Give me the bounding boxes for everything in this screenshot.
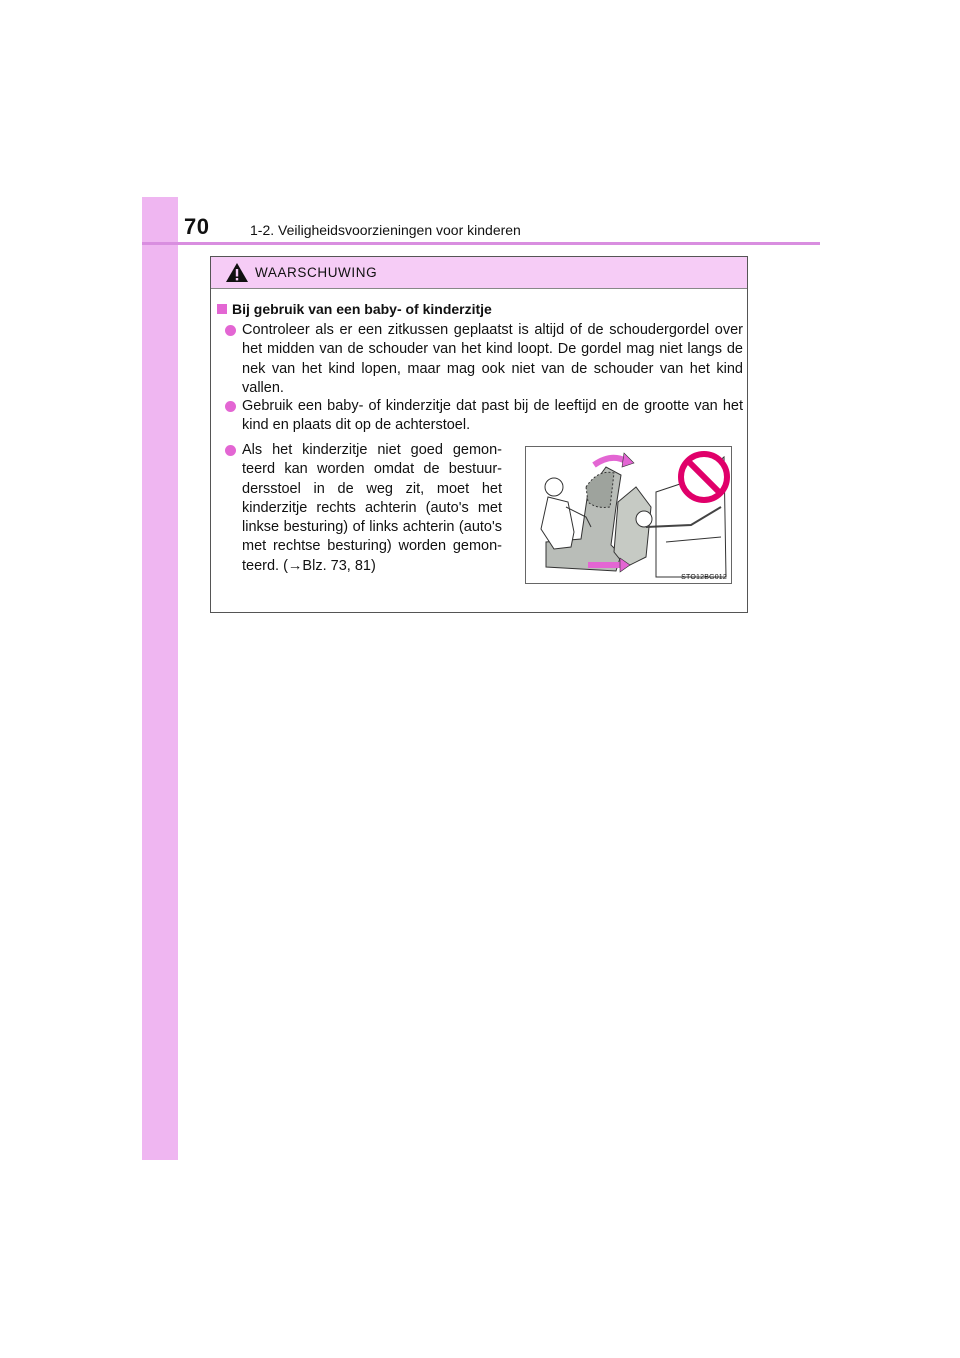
bullet-dot-icon [225, 325, 236, 336]
bullet-text: Controleer als er een zitkussen geplaatst is altijd of de schoudergordel over het midden van de schouder van het kind loopt. De gordel mag niet langs de nek van het kind lopen, maar mag ook niet van de schouder van het kind vallen. [242, 322, 743, 396]
bullet-text: Gebruik een baby- of kinderzitje dat past bij de leeftijd en de grootte van het kind en plaats dit op de achterstoel. [242, 398, 743, 434]
illustration-code: STO12BG012 [681, 574, 727, 581]
child-seat-illustration [525, 446, 732, 584]
warning-triangle-icon [225, 262, 249, 283]
bullet-item [225, 321, 743, 398]
prohibition-icon [681, 454, 727, 500]
side-tab-band [142, 197, 178, 1160]
bullet-text: Als het kinderzitje niet goed gemon-teerd kan worden omdat de bestuur-dersstoel in de weg zit, moet het kinderzitje rechts achterin (auto's met linkse besturing) of links achterin (auto's met rechtse besturing) worden gemon-teerd. (→Blz. 73, 81) [242, 442, 502, 574]
subheading-text: Bij gebruik van een baby- of kinderzitje [232, 301, 492, 317]
warning-title: WAARSCHUWING [255, 265, 378, 280]
bullet-item [225, 441, 502, 576]
warning-header [211, 257, 747, 289]
square-bullet-icon [217, 304, 227, 314]
warning-subheading [217, 301, 492, 317]
header-rule [142, 242, 820, 245]
section-title: 1-2. Veiligheidsvoorzieningen voor kinderen [250, 222, 521, 238]
page-number: 70 [184, 214, 210, 239]
bullet-dot-icon [225, 401, 236, 412]
bullet-item [225, 397, 743, 436]
child-seat-drawing [526, 447, 731, 583]
bullet-dot-icon [225, 445, 236, 456]
warning-box [210, 256, 748, 613]
